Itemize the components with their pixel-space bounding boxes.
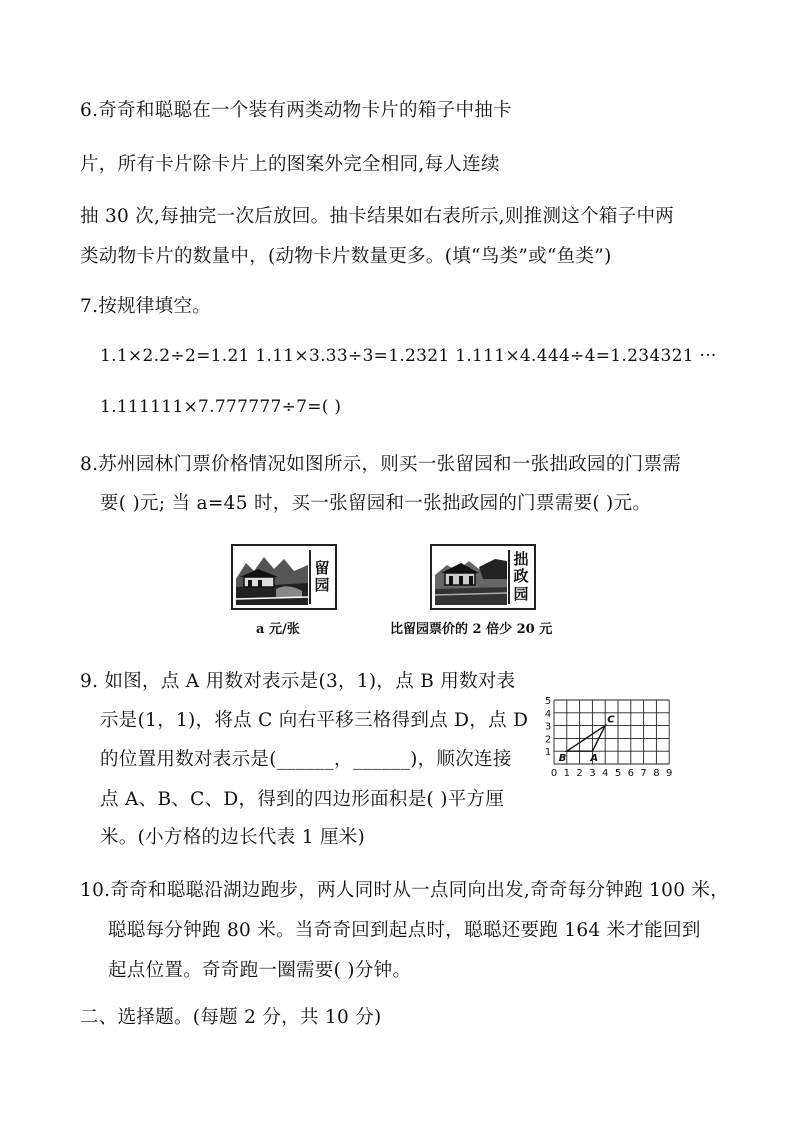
q9-line-1: 9. 如图，点 A 用数对表示是(3，1)，点 B 用数对表	[80, 671, 516, 692]
liuyuan-label-char-2: 园	[314, 576, 330, 594]
q8-line-1: 8.苏州园林门票价格情况如图所示，则买一张留园和一张拙政园的门票需	[80, 454, 682, 475]
zhuozhengyuan-label	[508, 550, 532, 604]
zhuozhengyuan-label-char-1: 拙	[513, 550, 529, 569]
q10-line-3: 起点位置。奇奇跑一圈需要( )分钟。	[108, 960, 412, 981]
y-tick-label: 1	[544, 747, 552, 759]
y-tick-label: 5	[544, 696, 552, 707]
q9-line-2: 示是(1，1)，将点 C 向右平移三格得到点 D，点 D	[100, 710, 529, 731]
garden-illustration-1	[236, 549, 308, 605]
liuyuan-label	[309, 550, 333, 604]
point-label-b: B	[558, 753, 567, 765]
garden-illustration-2	[435, 549, 507, 605]
q6-line-2: 片，所有卡片除卡片上的图案外完全相同,每人连续	[80, 154, 500, 175]
q6-line-3: 抽 30 次,每抽完一次后放回。抽卡结果如右表所示,则推测这个箱子中两	[80, 206, 675, 227]
x-tick-label: 0	[550, 768, 558, 779]
x-tick-label: 2	[576, 768, 583, 779]
q9-line-3: 的位置用数对表示是(______，______)，顺次连接	[100, 749, 512, 770]
point-label-a: A	[590, 753, 599, 765]
liuyuan-label-char-1: 留	[314, 558, 330, 577]
y-tick-label: 4	[544, 708, 552, 720]
x-tick-label: 8	[653, 768, 660, 779]
q6-line-4: 类动物卡片的数量中，(动物卡片数量更多。(填“鸟类”或“鱼类”)	[80, 246, 612, 267]
y-tick-label: 3	[544, 721, 552, 733]
coordinate-grid-svg	[538, 696, 678, 784]
q9-line-5: 米。(小方格的边长代表 1 厘米)	[100, 827, 366, 848]
zhuozhengyuan-price-caption: 比留园票价的 2 倍少 20 元	[390, 622, 553, 637]
zhuozhengyuan-label-char-2: 政	[513, 567, 529, 586]
x-tick-label: 9	[666, 768, 673, 779]
x-tick-label: 7	[640, 768, 647, 779]
q6-line-1: 6.奇奇和聪聪在一个装有两类动物卡片的箱子中抽卡	[80, 100, 512, 121]
q8-line-2: 要( )元; 当 a=45 时，买一张留园和一张拙政园的门票需要( )元。	[100, 493, 652, 514]
zhuozhengyuan-label-char-3: 园	[513, 584, 529, 603]
section-2-title: 二、选择题。(每题 2 分，共 10 分)	[80, 1007, 382, 1028]
x-tick-label: 5	[614, 768, 622, 779]
q7-fill-line: 1.111111×7.777777÷7=( )	[100, 397, 342, 417]
q10-line-1: 10.奇奇和聪聪沿湖边跑步，两人同时从一点同向出发,奇奇每分钟跑 100 米，	[80, 880, 730, 901]
x-tick-label: 1	[563, 768, 570, 779]
liuyuan-price-caption: a 元/张	[256, 622, 300, 637]
coordinate-grid	[538, 696, 678, 788]
q7-pattern-line: 1.1×2.2÷2=1.21 1.11×3.33÷3=1.2321 1.111×4.444÷4=1.234321 ···	[100, 346, 717, 366]
x-tick-label: 6	[627, 768, 634, 779]
y-tick-label: 2	[544, 734, 552, 746]
zhuozhengyuan-ticket	[430, 544, 536, 610]
liuyuan-ticket	[231, 544, 337, 610]
q10-line-2: 聪聪每分钟跑 80 米。当奇奇回到起点时，聪聪还要跑 164 米才能回到	[108, 920, 701, 941]
x-tick-label: 4	[602, 768, 609, 779]
q7-line-1: 7.按规律填空。	[80, 296, 212, 317]
point-label-c: C	[607, 714, 615, 726]
q9-line-4: 点 A、B、C、D，得到的四边形面积是( )平方厘	[100, 789, 505, 810]
x-tick-label: 3	[589, 768, 596, 779]
